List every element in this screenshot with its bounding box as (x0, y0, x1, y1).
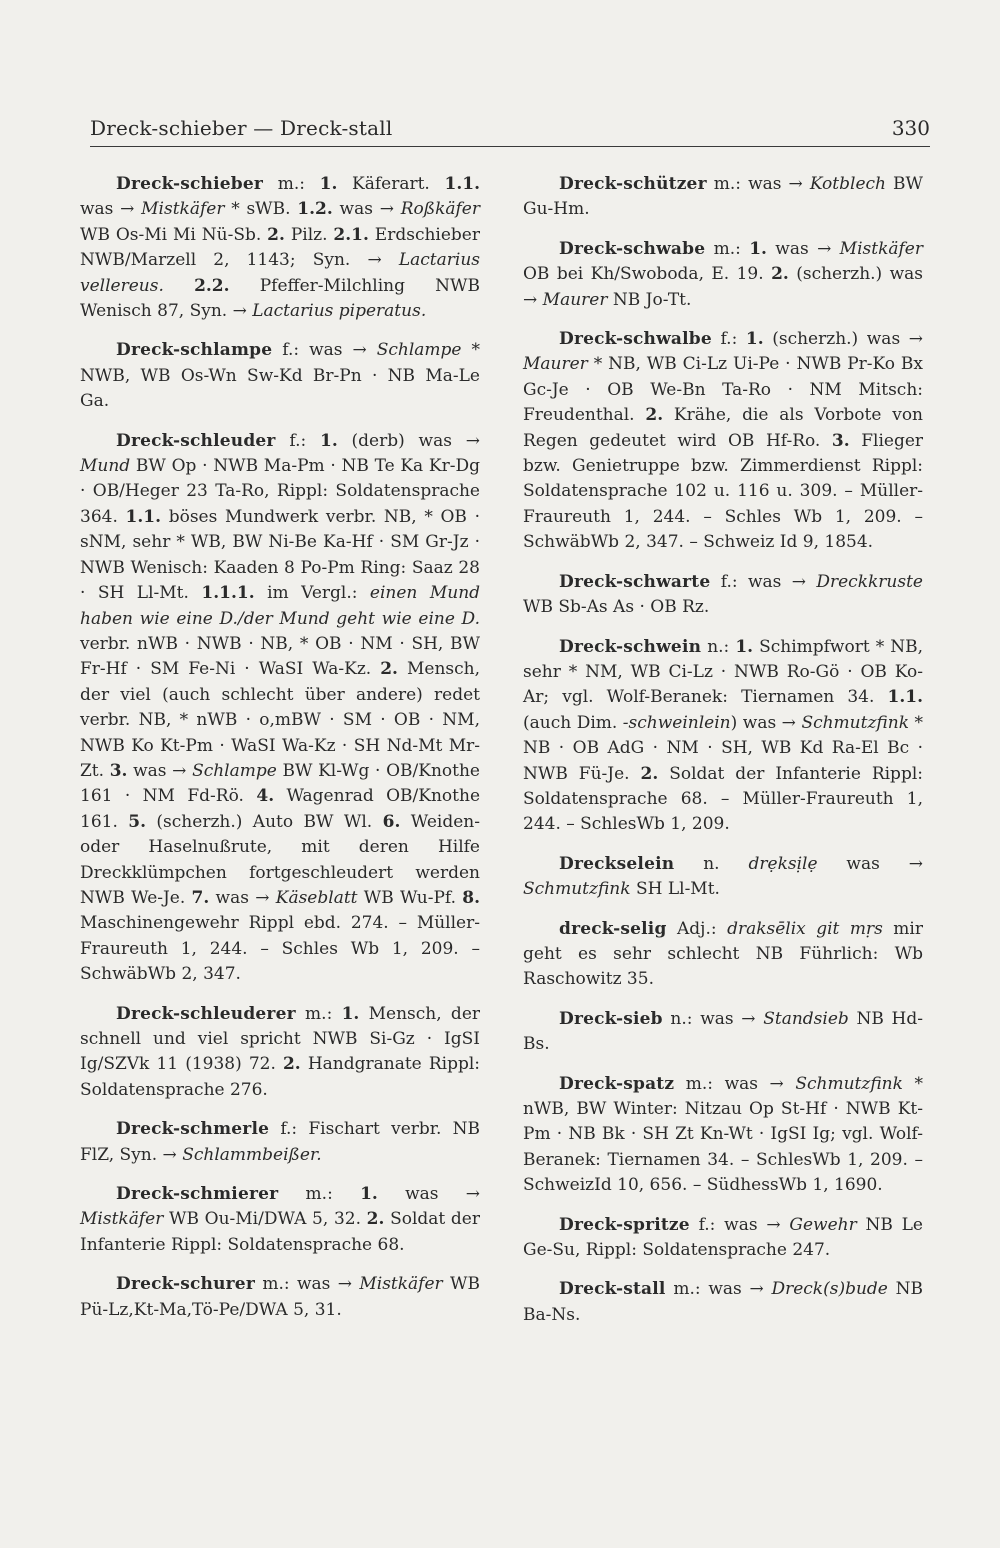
entry-dreck-schlampe: Dreck-schlampe f.: was → Schlampe * NWB, WB Os-Wn Sw-Kd Br-Pn · NB Ma-Le Ga. (80, 340, 480, 412)
running-title: Dreck-schieber — Dreck-stall (90, 116, 393, 140)
headword: Dreck-schlampe (116, 340, 273, 361)
headword: Dreck-spritze (559, 1214, 690, 1235)
headword: Dreckselein (559, 853, 675, 874)
headword: Dreck-schwein (559, 636, 702, 657)
entry-dreck-schwalbe: Dreck-schwalbe f.: 1. (scherzh.) was → Maurer * NB, WB Ci-Lz Ui-Pe · NWB Pr-Ko Bx Gc-Je · OB We-Bn Ta-Ro · NM Mitsch: Freudenthal. 2. Krähe, die als Vorbote von Regen gedeutet wird OB Hf-Ro. 3. Flieger bzw. Genietruppe bzw. Zimmerdienst Rippl: Soldatensprache 102 u. 116 u. 309. – Müller-Fraureuth 1, 244. – Schles Wb 1, 209. – SchwäbWb 2, 347. – Schweiz Id 9, 1854. (523, 329, 924, 553)
headword: Dreck-schützer (559, 174, 707, 194)
entry-dreck-schurer: Dreck-schurer m.: was → Mistkäfer WB Pü-Lz,Kt-Ma,Tö-Pe/DWA 5, 31. (80, 1274, 480, 1320)
headword: Dreck-schurer (116, 1274, 255, 1295)
entry-dreck-schleuderer: Dreck-schleuderer m.: 1. Mensch, der schnell und viel spricht NWB Si-Gz · IgSI Ig/SZVk 11 (1938) 72. 2. Handgranate Rippl: Soldatensprache 276. (80, 1003, 480, 1100)
entry-dreck-schmierer: Dreck-schmierer m.: 1. was → Mistkäfer WB Ou-Mi/DWA 5, 32. 2. Soldat der Infanterie Rippl: Soldatensprache 68. (80, 1184, 481, 1255)
headword: Dreck-schleuder (116, 430, 276, 451)
headword: Dreck-schwabe (559, 238, 706, 259)
entry-dreck-spatz: Dreck-spatz m.: was → Schmutzfink * nWB, BW Winter: Nitzau Op St-Hf · NWB Kt-Pm · NB Bk · SH Zt Kn-Wt · IgSI Ig; vgl. Wolf-Beranek: Tiernamen 34. – SchlesWb 1, 209. – SchweizId 10, 656. – SüdhessWb 1, 1690. (523, 1073, 924, 1196)
headword: dreck-selig (559, 918, 667, 939)
headword: Dreck-schwalbe (559, 329, 712, 350)
entry-dreckselein: Dreckselein n. drẹksịlẹ was → Schmutzfink SH Ll-Mt. (523, 853, 923, 900)
entry-dreck-schleuder: Dreck-schleuder f.: 1. (derb) was → Mund BW Op · NWB Ma-Pm · NB Te Ka Kr-Dg · OB/Heger 23 Ta-Ro, Rippl: Soldatensprache 364. 1.1. böses Mundwerk verbr. NB, * OB · sNM, sehr * WB, BW Ni-Be Ka-Hf · SM Gr-Jz · NWB Wenisch: Kaaden 8 Po-Pm Ring: Saaz 28 · SH Ll-Mt. 1.1.1. im Vergl.: einen Mund haben wie eine D./der Mund geht wie eine D. verbr. nWB · NWB · NB, * OB · NM · SH, BW Fr-Hf · SM Fe-Ni · WaSI Wa-Kz. 2. Mensch, der viel (auch schlecht über andere) redet verbr. NB, * nWB · o,mBW · SM · OB · NM, NWB Ko Kt-Pm · WaSI Wa-Kz · SH Nd-Mt Mr-Zt. 3. was → Schlampe BW Kl-Wg · OB/Knothe 161 · NM Fd-Rö. 4. Wagenrad OB/Knothe 161. 5. (scherzh.) Auto BW Wl. 6. Weiden- oder Haselnußrute, mit deren Hilfe Dreckklümpchen fortgeschleudert werden NWB We-Je. 7. was → Käseblatt WB Wu-Pf. 8. Maschinengewehr Rippl ebd. 274. – Müller-Fraureuth 1, 244. – Schles Wb 1, 209. – SchwäbWb 2, 347. (80, 430, 481, 985)
headword: Dreck-sieb (559, 1008, 663, 1029)
headword: Dreck-schieber (116, 174, 264, 194)
headword: Dreck-schmerle (116, 1119, 270, 1140)
left-column (80, 172, 480, 1337)
entry-dreck-sieb: Dreck-sieb n.: was → Standsieb NB Hd-Bs. (523, 1008, 923, 1055)
entry-dreck-schuetzer: Dreck-schützer m.: was → Kotblech BW Gu-Hm. (523, 174, 923, 220)
headword: Dreck-spatz (559, 1073, 675, 1094)
entry-dreck-schwein: Dreck-schwein n.: 1. Schimpfwort * NB, sehr * NM, WB Ci-Lz · NWB Ro-Gö · OB Ko-Ar; vgl. Wolf-Beranek: Tiernamen 34. 1.1. (auch Dim. -schweinlein) was → Schmutzfink * NB · OB AdG · NM · SH, WB Kd Ra-El Bc · NWB Fü-Je. 2. Soldat der Infanterie Rippl: Soldatensprache 68. – Müller-Fraureuth 1, 244. – SchlesWb 1, 209. (523, 636, 924, 835)
headword: Dreck-schmierer (116, 1184, 279, 1205)
headword: Dreck-stall (559, 1279, 666, 1300)
right-column (523, 172, 923, 1342)
headword: Dreck-schleuderer (116, 1003, 296, 1024)
headword: Dreck-schwarte (559, 571, 711, 592)
running-header (90, 114, 930, 147)
entry-dreck-schwarte: Dreck-schwarte f.: was → Dreckkruste WB Sb-As As · OB Rz. (523, 571, 923, 618)
entry-dreck-selig: dreck-selig Adj.: draksēlix git mṛs mir geht es sehr schlecht NB Führlich: Wb Raschowitz 35. (523, 918, 923, 990)
entry-dreck-stall: Dreck-stall m.: was → Dreck(s)bude NB Ba-Ns. (523, 1279, 923, 1325)
page-number: 330 (891, 116, 930, 140)
entry-dreck-schwabe: Dreck-schwabe m.: 1. was → Mistkäfer OB bei Kh/Swoboda, E. 19. 2. (scherzh.) was → Maurer NB Jo-Tt. (523, 238, 923, 310)
entry-dreck-schieber: Dreck-schieber m.: 1. Käferart. 1.1. was → Mistkäfer * sWB. 1.2. was → Roßkäfer WB Os-Mi Mi Nü-Sb. 2. Pilz. 2.1. Erdschieber NWB/Marzell 2, 1143; Syn. → Lactarius vellereus. 2.2. Pfeffer-Milchling NWB Wenisch 87, Syn. → Lactarius piperatus. (80, 174, 481, 322)
entry-dreck-schmerle: Dreck-schmerle f.: Fischart verbr. NB FlZ, Syn. → Schlammbeißer. (80, 1119, 480, 1165)
entry-dreck-spritze: Dreck-spritze f.: was → Gewehr NB Le Ge-Su, Rippl: Soldatensprache 247. (523, 1214, 923, 1261)
